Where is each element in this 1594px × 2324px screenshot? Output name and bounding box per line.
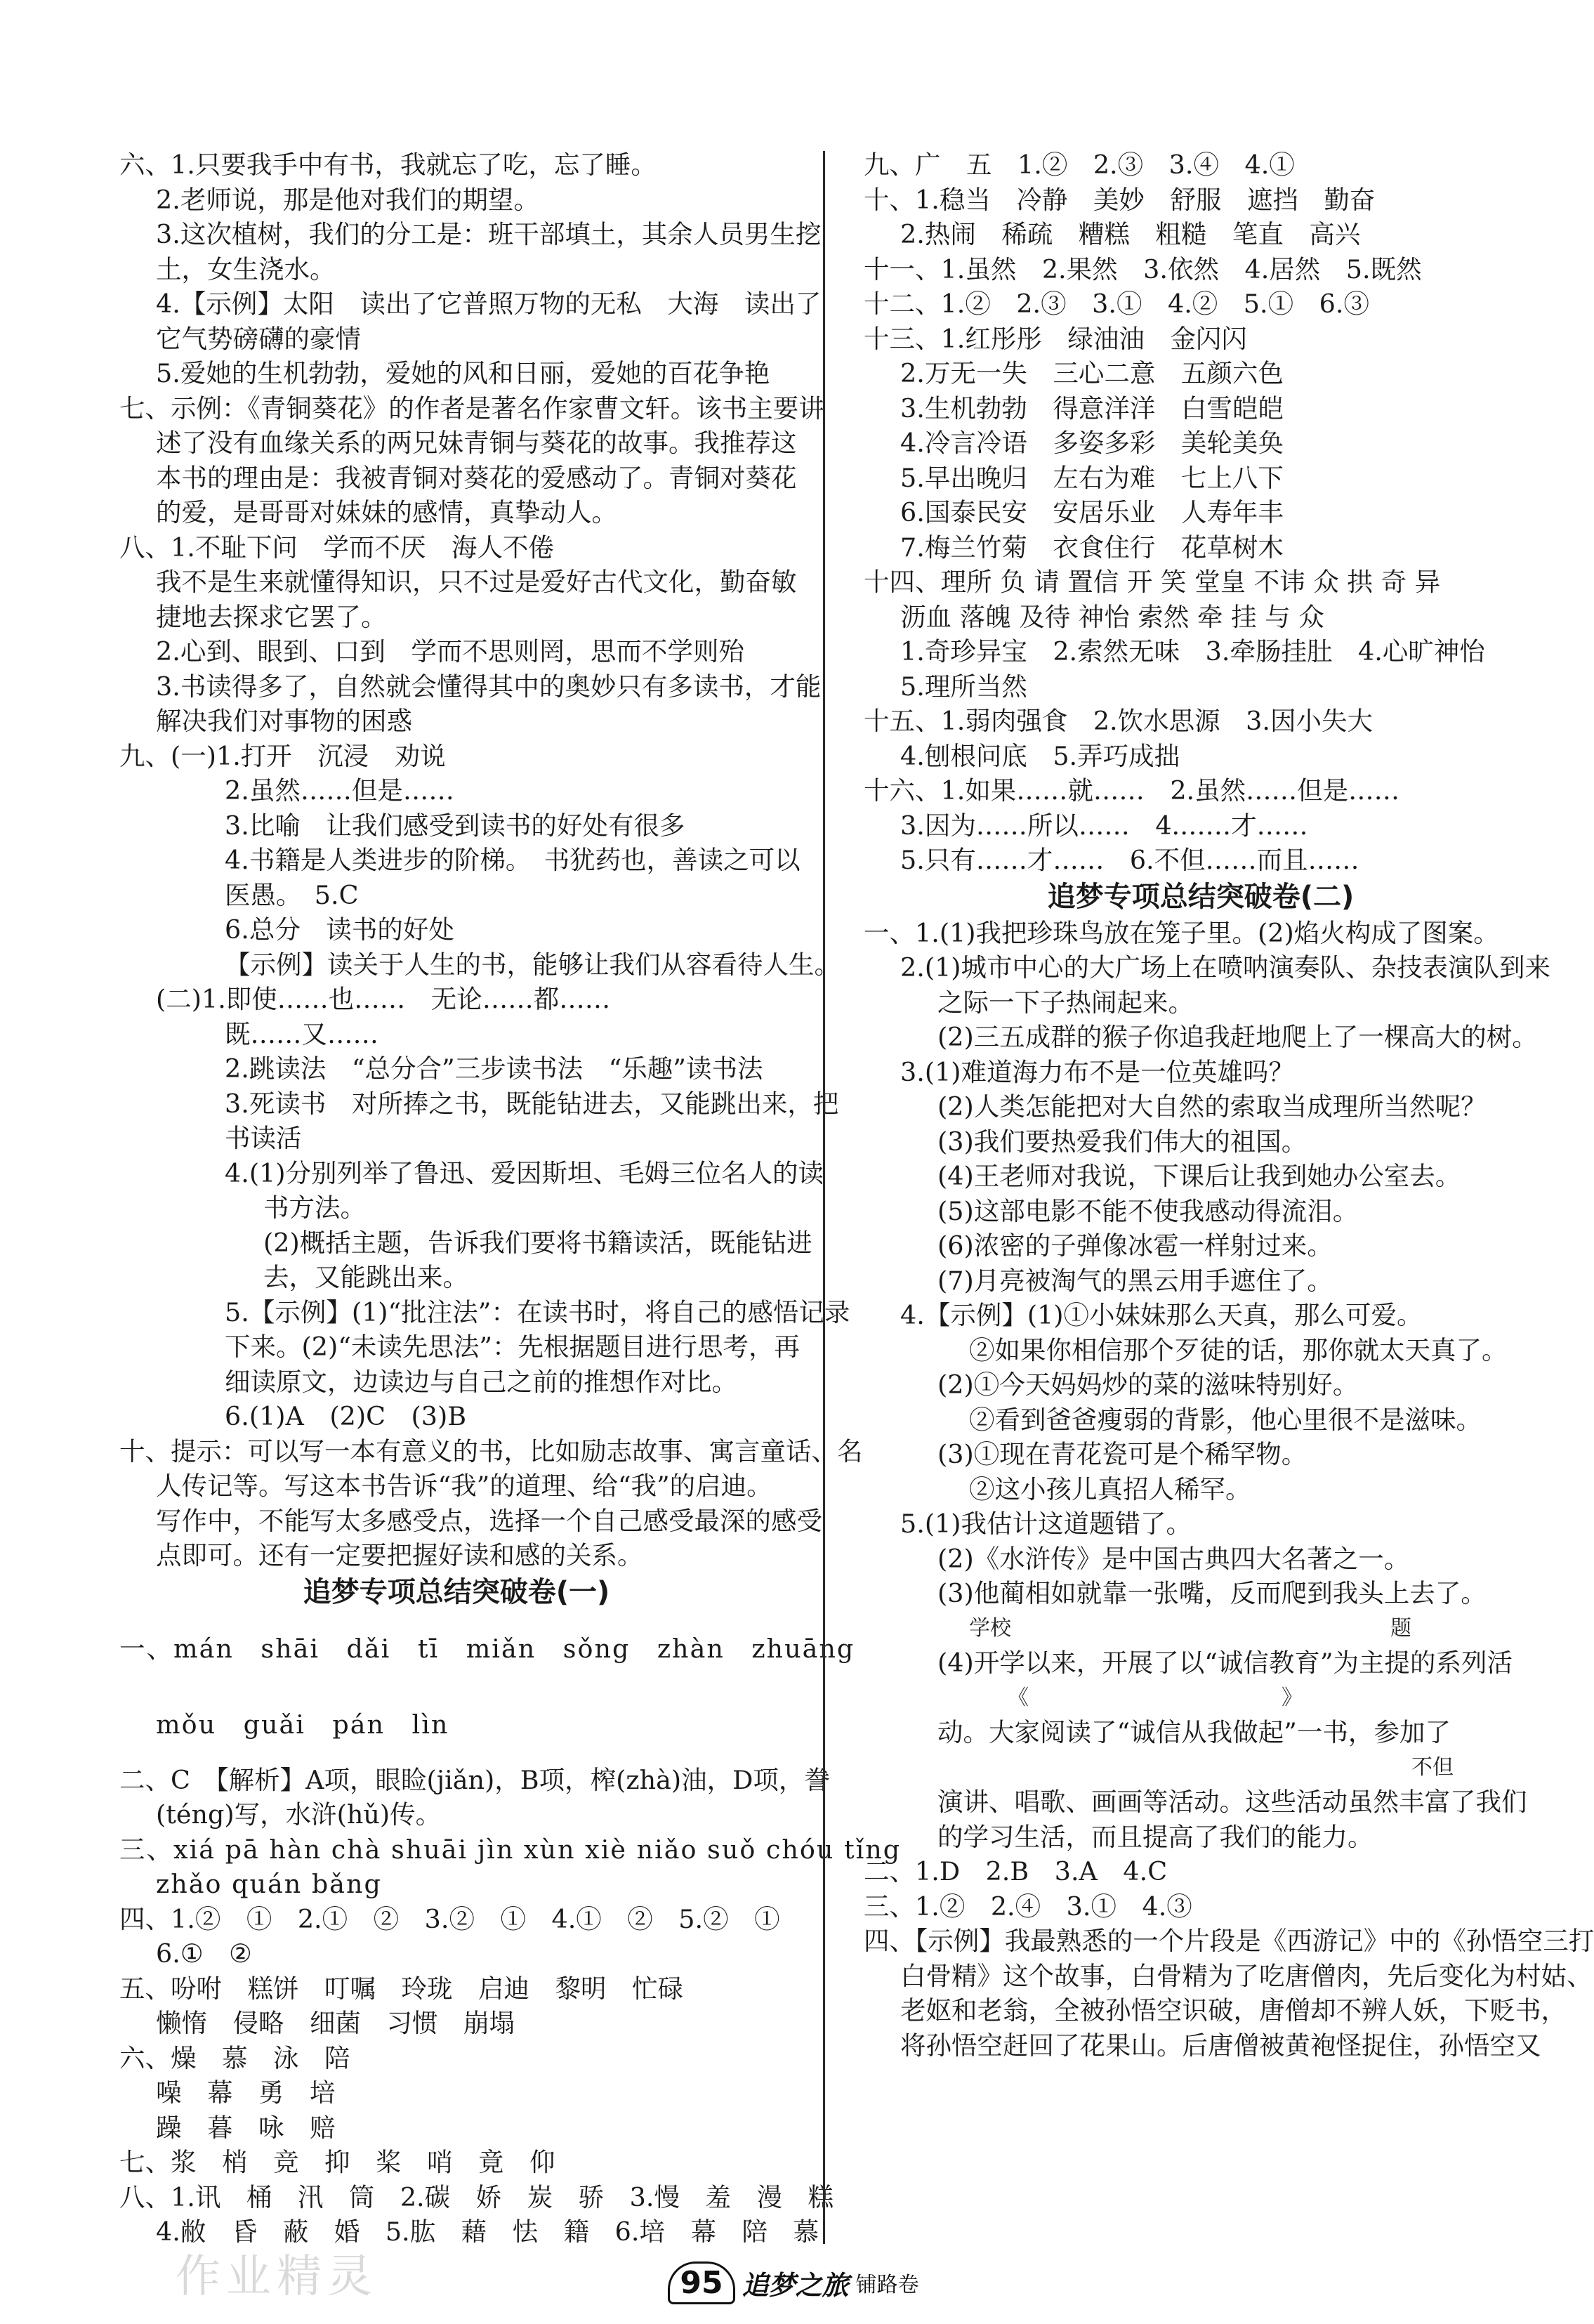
brand-name: 追梦之旅 xyxy=(742,2269,849,2301)
left-line: 人传记等。写这本书告诉“我”的道理、给“我”的启迪。 xyxy=(156,1471,772,1501)
right-line: 4.刨根问底 5.弄巧成拙 xyxy=(900,740,1180,771)
left-line: 2.心到、眼到、口到 学而不思则罔，思而不学则殆 xyxy=(156,636,744,667)
right-line: (4)王老师对我说，下课后让我到她办公室去。 xyxy=(937,1161,1461,1191)
left-line: 3.比喻 让我们感受到读书的好处有很多 xyxy=(225,810,685,841)
left-line: 2.虽然……但是…… xyxy=(225,775,454,806)
right-line: (3)①现在青花瓷可是个稀罕物。 xyxy=(937,1439,1308,1469)
right-line: (3)他蔺相如就靠一张嘴，反而爬到我头上去了。 xyxy=(937,1578,1487,1608)
left-line: 5.爱她的生机勃勃，爱她的风和日丽，爱她的百花争艳 xyxy=(156,358,770,388)
left-line: 四、1.② ① 2.① ② 3.② ① 4.① ② 5.② ① xyxy=(119,1903,780,1934)
left-line: 下来。(2)“未读先思法”：先根据题目进行思考，再 xyxy=(225,1332,801,1362)
left-line: 4.书籍是人类进步的阶梯。 书犹药也，善读之可以 xyxy=(225,845,801,875)
left-line: 捷地去探求它罢了。 xyxy=(156,601,387,632)
right-line: 一、1.(1)我把珍珠鸟放在笼子里。(2)焰火构成了图案。 xyxy=(864,917,1499,948)
left-line: 本书的理由是：我被青铜对葵花的爱感动了。青铜对葵花 xyxy=(156,462,797,493)
left-line: 2.跳读法 “总分合”三步读书法 “乐趣”读书法 xyxy=(225,1053,763,1084)
right-line: ②看到爸爸瘦弱的背影，他心里很不是滋味。 xyxy=(969,1404,1482,1435)
column-divider xyxy=(823,151,825,2244)
left-line: 4.【示例】太阳 读出了它普照万物的无私 大海 读出了 xyxy=(156,289,822,319)
right-line: 2.(1)城市中心的大广场上在喷呐演奏队、杂技表演队到来 xyxy=(900,952,1551,983)
right-line: (2)三五成群的猴子你追我赶地爬上了一棵高大的树。 xyxy=(937,1022,1538,1052)
watermark-text: 作业精灵 xyxy=(176,2251,378,2303)
right-line: 5.理所当然 xyxy=(900,671,1027,702)
left-line: 追梦专项总结突破卷(一) xyxy=(303,1575,610,1608)
left-line: 六、燥 慕 泳 陪 xyxy=(119,2042,350,2073)
left-line: 的爱，是哥哥对妹妹的感情，真挚动人。 xyxy=(156,497,617,527)
left-line: mǒu guǎi pán lìn xyxy=(156,1709,449,1740)
right-line: 白骨精》这个故事，白骨精为了吃唐僧肉，先后变化为村姑、 xyxy=(900,1960,1593,1991)
left-line: 6.① ② xyxy=(156,1938,252,1969)
right-line: 十二、1.② 2.③ 3.① 4.② 5.① 6.③ xyxy=(864,289,1369,319)
left-line: 6.总分 读书的好处 xyxy=(225,914,454,945)
left-line: 6.(1)A (2)C (3)B xyxy=(225,1401,467,1431)
right-line: (5)这部电影不能不使我感动得流泪。 xyxy=(937,1195,1359,1226)
right-line: 3.(1)难道海力布不是一位英雄吗？ xyxy=(900,1056,1295,1087)
right-line: 演讲、唱歌、画画等活动。这些活动虽然丰富了我们 xyxy=(937,1787,1527,1817)
right-line: (3)我们要热爱我们伟大的祖国。 xyxy=(937,1126,1308,1157)
left-line: (téng)写，水浒(hǔ)传。 xyxy=(156,1799,442,1830)
left-line: (2)概括主题，告诉我们要将书籍读活，既能钻进 xyxy=(263,1227,812,1258)
right-line: 1.奇珍异宝 2.索然无味 3.牵肠挂肚 4.心旷神怡 xyxy=(900,636,1485,667)
right-line: 不但 xyxy=(1411,1754,1454,1780)
left-line: 我不是生来就懂得知识，只不过是爱好古代文化，勤奋敏 xyxy=(156,567,797,597)
left-line: 书方法。 xyxy=(263,1193,366,1223)
left-line: 十、提示：可以写一本有意义的书，比如励志故事、寓言童话、名 xyxy=(119,1436,863,1466)
right-line: 6.国泰民安 安居乐业 人寿年丰 xyxy=(900,497,1284,527)
right-line: 2.万无一失 三心二意 五颜六色 xyxy=(900,358,1284,388)
right-line: 2.热闹 稀疏 糟糕 粗糙 笔直 高兴 xyxy=(900,219,1361,249)
right-line: 4.冷言冷语 多姿多彩 美轮美奂 xyxy=(900,428,1284,458)
left-line: 五、吩咐 糕饼 叮嘱 玲珑 启迪 黎明 忙碌 xyxy=(119,1973,683,2004)
series-name: 铺路卷 xyxy=(855,2273,919,2297)
right-line: 四、【示例】我最熟悉的一个片段是《西游记》中的《孙悟空三打 xyxy=(864,1926,1594,1956)
left-line: 六、1.只要我手中有书，我就忘了吃，忘了睡。 xyxy=(119,150,657,180)
right-column xyxy=(864,147,1594,2063)
footer-logo xyxy=(618,2254,969,2311)
right-line: 十六、1.如果……就…… 2.虽然……但是…… xyxy=(864,775,1400,806)
right-line: 5.(1)我估计这道题错了。 xyxy=(900,1509,1192,1539)
right-line: 十四、理所 负 请 置信 开 笑 堂皇 不讳 众 拱 奇 异 xyxy=(864,567,1441,597)
left-line: 述了没有血缘关系的两兄妹青铜与葵花的故事。我推荐这 xyxy=(156,428,797,458)
right-line: 5.只有……才…… 6.不但……而且…… xyxy=(900,845,1359,875)
left-line: 写作中，不能写太多感受点，选择一个自己感受最深的感受 xyxy=(156,1505,822,1536)
left-line: 既……又…… xyxy=(225,1018,378,1049)
right-line: 7.梅兰竹菊 衣食住行 花草树木 xyxy=(900,532,1284,563)
right-line: 追梦专项总结突破卷(二) xyxy=(1047,880,1355,913)
left-line: 点即可。还有一定要把握好读和感的关系。 xyxy=(156,1540,643,1570)
right-line: 十、1.稳当 冷静 美妙 舒服 遮挡 勤奋 xyxy=(864,184,1376,215)
right-line: 九、广 五 1.② 2.③ 3.④ 4.① xyxy=(864,150,1295,180)
page-number: 95 xyxy=(668,2261,735,2304)
left-line: 三、xiá pā hàn chà shuāi jìn xùn xiè niǎo suǒ chóu tǐng xyxy=(119,1834,902,1865)
right-line: (4)开学以来，开展了以“诚信教育”为主提的系列活 xyxy=(937,1648,1513,1678)
left-line: 七、浆 梢 竞 抑 桨 哨 竟 仰 xyxy=(119,2147,555,2177)
right-line: 3.因为……所以…… 4.……才…… xyxy=(900,810,1308,841)
left-line: 二、C 【解析】A项，眼睑(jiǎn)，B项，榨(zhà)油，D项，誊 xyxy=(119,1764,830,1795)
right-line: 二、1.D 2.B 3.A 4.C xyxy=(864,1856,1168,1886)
left-line: 细读原文，边读边与自己之前的推想作对比。 xyxy=(225,1366,737,1397)
right-line: (2)人类怎能把对大自然的索取当成理所当然呢？ xyxy=(937,1091,1487,1122)
left-line: zhǎo quán bǎng xyxy=(156,1869,382,1899)
left-line: 它气势磅礴的豪情 xyxy=(156,323,361,354)
left-column xyxy=(119,147,902,2250)
right-line: 三、1.② 2.④ 3.① 4.③ xyxy=(864,1891,1192,1922)
left-line: 4.(1)分别列举了鲁迅、爱因斯坦、毛姆三位名人的读 xyxy=(225,1157,824,1188)
right-line: 沥血 落魄 及待 神怡 索然 牵 挂 与 众 xyxy=(900,601,1324,632)
left-line: 5.【示例】(1)“批注法”：在读书时，将自己的感悟记录 xyxy=(225,1296,850,1327)
right-line: 将孙悟空赶回了花果山。后唐僧被黄袍怪捉住，孙悟空又 xyxy=(900,2030,1541,2061)
left-line: 噪 幕 勇 培 xyxy=(156,2077,336,2108)
left-line: (二)1.即使……也…… 无论……都…… xyxy=(156,984,611,1014)
right-line: 动。大家阅读了“诚信从我做起”一书，参加了 xyxy=(937,1717,1451,1747)
right-line: (6)浓密的子弹像冰雹一样射过来。 xyxy=(937,1230,1333,1261)
right-line: (7)月亮被淘气的黑云用手遮住了。 xyxy=(937,1265,1333,1296)
right-line: 3.生机勃勃 得意洋洋 白雪皑皑 xyxy=(900,393,1284,424)
right-line: 老妪和老翁，全被孙悟空识破，唐僧却不辨人妖，下贬书， xyxy=(900,1995,1567,2026)
left-line: 土，女生浇水。 xyxy=(156,254,336,284)
left-line: 医愚。 5.C xyxy=(225,879,359,910)
right-line: 学校 题 xyxy=(969,1615,1411,1641)
left-line: 九、(一)1.打开 沉浸 劝说 xyxy=(119,740,446,771)
left-line: 去，又能跳出来。 xyxy=(263,1262,468,1292)
left-line: 3.书读得多了，自然就会懂得其中的奥妙只有多读书，才能 xyxy=(156,671,822,702)
right-line: 之际一下子热闹起来。 xyxy=(937,987,1194,1018)
left-line: 4.敝 昏 蔽 婚 5.肱 藉 怯 籍 6.培 幕 陪 慕 xyxy=(156,2217,819,2247)
left-line: 躁 暮 咏 赔 xyxy=(156,2112,336,2143)
right-line: ②这小孩儿真招人稀罕。 xyxy=(969,1473,1251,1504)
right-line: 十五、1.弱肉强食 2.饮水思源 3.因小失大 xyxy=(864,706,1373,736)
left-line: 书读活 xyxy=(225,1123,302,1153)
right-line: ②如果你相信那个歹徒的话，那你就太天真了。 xyxy=(969,1334,1508,1365)
right-line: 十三、1.红彤彤 绿油油 金闪闪 xyxy=(864,323,1247,354)
left-line: 七、示例：《青铜葵花》的作者是著名作家曹文轩。该书主要讲 xyxy=(119,393,824,424)
right-line: (2)《水浒传》是中国古典四大名著之一。 xyxy=(937,1543,1410,1574)
left-line: 【示例】读关于人生的书，能够让我们从容看待人生。 xyxy=(225,949,840,980)
left-line: 3.这次植树，我们的分工是：班干部填土，其余人员男生挖 xyxy=(156,219,822,249)
left-line: 八、1.讯 桶 汛 筒 2.碳 娇 炭 骄 3.慢 羞 漫 糕 xyxy=(119,2181,834,2212)
left-line: 解决我们对事物的困惑 xyxy=(156,706,412,736)
right-line: 5.早出晚归 左右为难 七上八下 xyxy=(900,462,1284,493)
left-line: 2.老师说，那是他对我们的期望。 xyxy=(156,184,539,215)
left-line: 懒惰 侵略 细菌 习惯 崩塌 xyxy=(156,2008,515,2038)
left-line: 3.死读书 对所捧之书，既能钻进去，又能跳出来，把 xyxy=(225,1088,839,1119)
right-line: 4.【示例】(1)①小妹妹那么天真，那么可爱。 xyxy=(900,1300,1423,1330)
right-line: (2)①今天妈妈炒的菜的滋味特别好。 xyxy=(937,1370,1359,1400)
left-line: 一、mán shāi dǎi tī miǎn sǒng zhàn zhuāng xyxy=(119,1633,855,1664)
right-line: 的学习生活，而且提高了我们的能力。 xyxy=(937,1821,1374,1852)
right-line: 十一、1.虽然 2.果然 3.依然 4.居然 5.既然 xyxy=(864,254,1422,284)
left-line: 八、1.不耻下问 学而不厌 海人不倦 xyxy=(119,532,554,563)
right-line: 《 》 xyxy=(1008,1685,1303,1710)
